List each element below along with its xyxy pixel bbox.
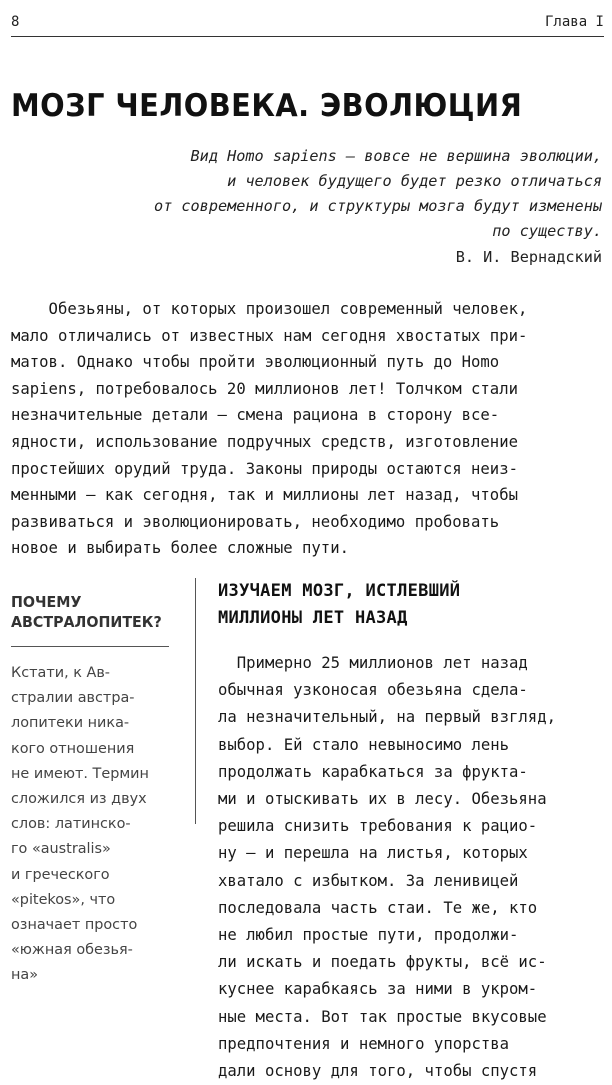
epigraph-line: от современного, и структуры мозга будут изменены [153,197,602,215]
paragraph-line: ядности, использование подручных средств, изготовление [11,432,518,451]
paragraph-line: мало отличались от известных нам сегодня хвостатых при- [11,326,528,345]
chapter-label: Глава I [544,14,604,30]
paragraph-line: новое и выбирать более сложные пути. [11,539,349,558]
paragraph-line: sapiens, потребовалось 20 миллионов лет! Толчком стали [11,379,518,398]
paragraph-line: обычная узконосая обезьяна сдела- [218,681,528,700]
epigraph [82,144,602,270]
paragraph-line: куснее карабкаясь за ними в укром- [218,980,538,999]
paragraph-line: хватало с избытком. За ленивицей [218,871,519,890]
paragraph-line: ну — и перешла на листья, которых [218,844,528,863]
sidebar-line: «южная обезья- [11,942,133,959]
section-title-line: МИЛЛИОНЫ ЛЕТ НАЗАД [218,608,408,628]
paragraph-line: дали основу для того, чтобы спустя [218,1062,538,1081]
sidebar-line: «pitekos», что [11,891,116,908]
section-title [218,578,598,632]
paragraph-line: Обезьяны, от которых произошел современный человек, [11,300,528,318]
paragraph-line: простейших орудий труда. Законы природы остаются неиз- [11,459,518,478]
sidebar-line: и греческого [11,866,110,883]
sidebar-line: лопитеки ника- [11,715,130,732]
sidebar-title-line: ПОЧЕМУ [11,593,82,611]
paragraph-line: ли искать и поедать фрукты, всё ис- [218,953,547,972]
page-number: 8 [11,14,20,30]
column-divider [195,578,196,824]
paragraph-line: незначительные детали — смена рациона в сторону все- [11,406,500,425]
sidebar-line: Кстати, к Ав- [11,665,110,681]
sidebar-line: на» [11,967,39,984]
section-body [218,650,598,1085]
sidebar-title-line: АВСТРАЛОПИТЕК? [11,613,162,631]
sidebar-line: не имеют. Термин [11,765,149,782]
sidebar-line: сложился из двух [11,791,147,808]
sidebar-note [11,592,181,989]
paragraph-line: не любил простые пути, продолжи- [218,926,519,945]
sidebar-line: го «australis» [11,841,111,858]
paragraph-line: матов. Однако чтобы пройти эволюционный путь до Homo [11,353,500,372]
paragraph-line: менными — как сегодня, так и миллионы лет назад, чтобы [11,486,518,505]
paragraph-line: предпочтения и немного упорства [218,1034,510,1053]
paragraph-line: продолжать карабкаться за фрукта- [218,762,528,781]
sidebar-divider [11,646,169,647]
paragraph-line: выбор. Ей стало невыносимо лень [218,735,510,754]
paragraph-line: последовала часть стаи. Те же, кто [218,898,538,917]
paragraph-line: Примерно 25 миллионов лет назад [218,654,528,672]
intro-paragraph [11,296,596,562]
epigraph-author: В. И. Вернадский [455,248,602,266]
section-title-line: ИЗУЧАЕМ МОЗГ, ИСТЛЕВШИЙ [218,581,461,601]
sidebar-body [11,661,181,989]
sidebar-line: стралии австра- [11,690,135,707]
paragraph-line: ми и отыскивать их в лесу. Обезьяна [218,790,547,809]
sidebar-line: означает просто [11,917,138,934]
epigraph-line: Вид Homo sapiens — вовсе не вершина эволюции, [190,147,602,165]
sidebar-line: кого отношения [11,740,135,757]
epigraph-line: и человек будущего будет резко отличаться [227,172,602,190]
epigraph-line: по существу. [492,222,602,240]
chapter-title: МОЗГ ЧЕЛОВЕКА. ЭВОЛЮЦИЯ [11,88,523,124]
paragraph-line: решила снизить требования к рацио- [218,817,538,836]
sidebar-line: слов: латинско- [11,816,131,833]
running-head [11,12,604,37]
sidebar-title [11,592,181,632]
paragraph-line: ные места. Вот так простые вкусовые [218,1007,547,1026]
paragraph-line: ла незначительный, на первый взгляд, [218,708,556,727]
paragraph-line: развиваться и эволюционировать, необходимо пробовать [11,512,500,531]
